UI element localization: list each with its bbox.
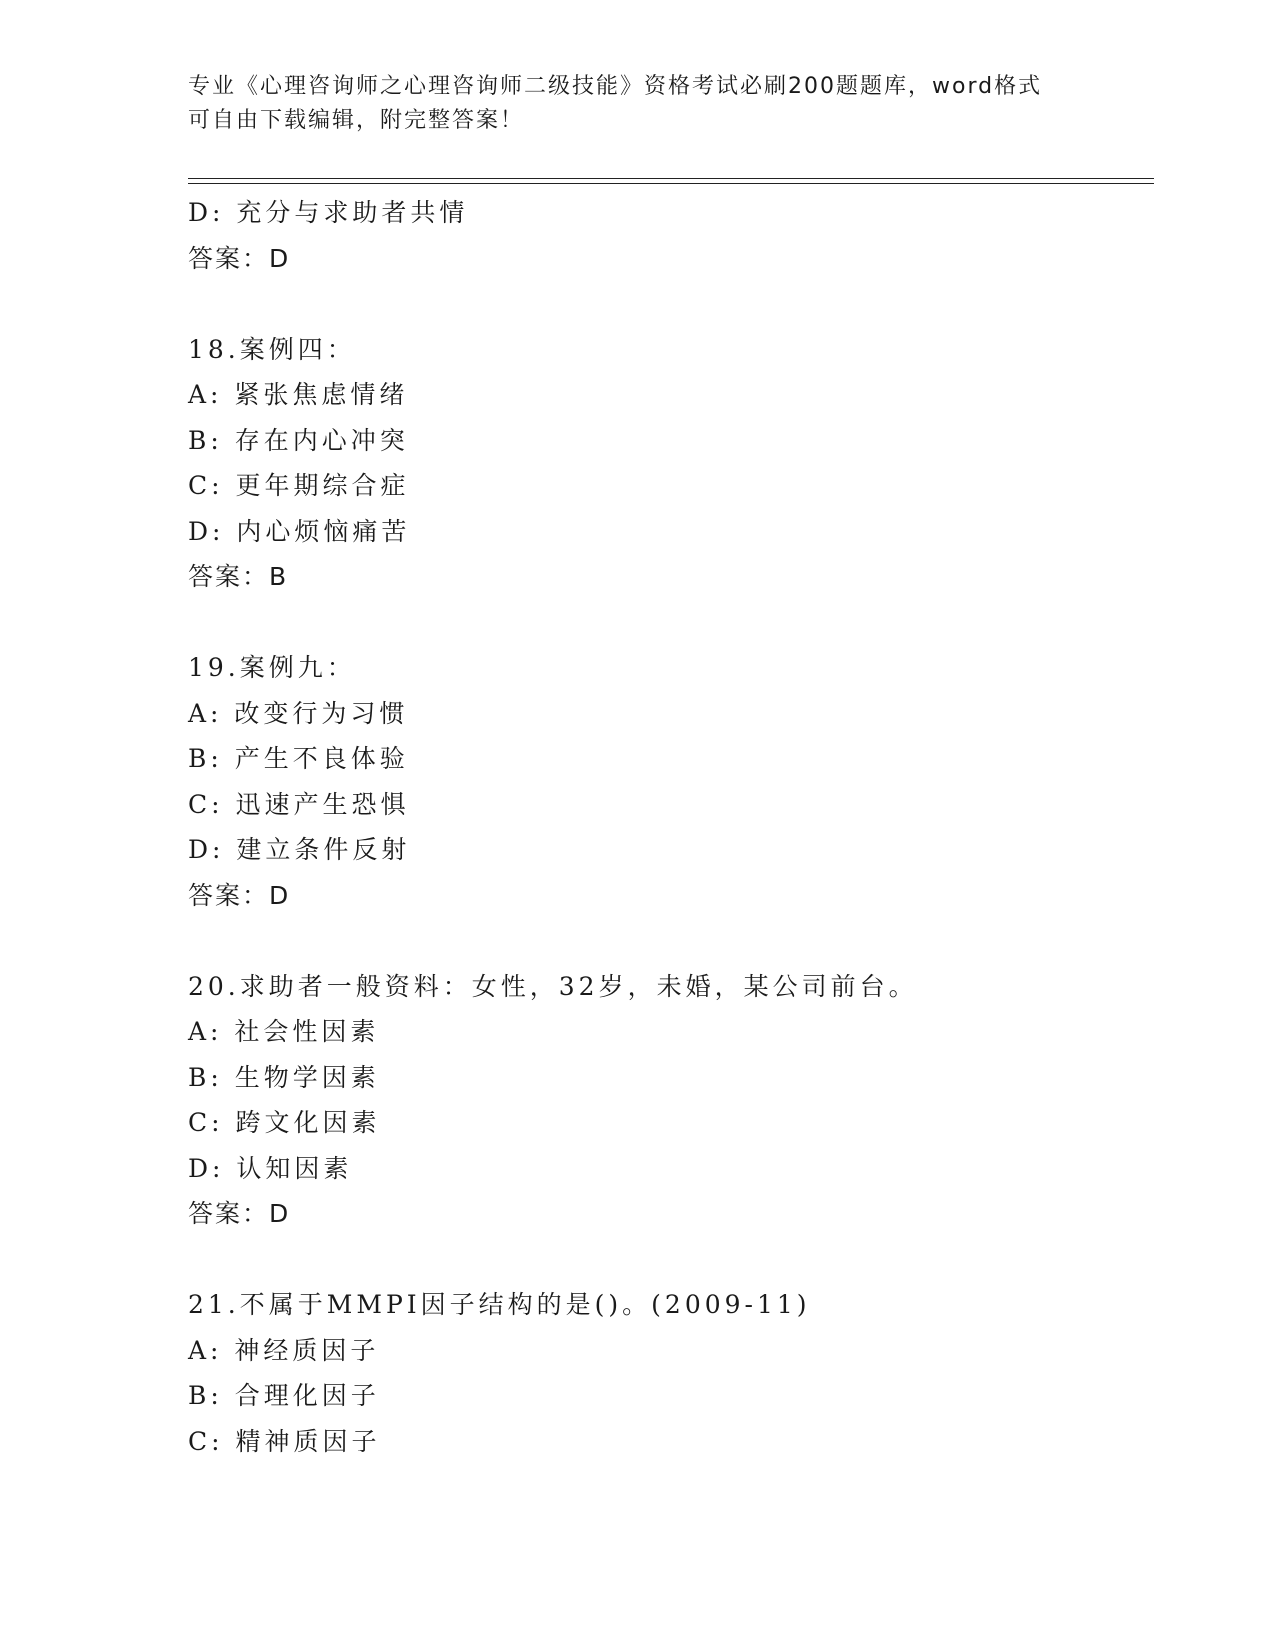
question-stem: 19.案例九：	[188, 653, 356, 682]
document-header	[188, 70, 1088, 138]
header-title-line1: 专业《心理咨询师之心理咨询师二级技能》资格考试必刷200题题库，word格式	[188, 74, 1043, 99]
question-stem: 18.案例四：	[188, 334, 356, 364]
question-20	[188, 964, 1154, 1237]
answer-line: 答案：B	[188, 562, 289, 591]
option-a: A: 社会性因素	[188, 1017, 380, 1046]
answer-line: 答案：D	[188, 243, 291, 273]
question-19	[188, 645, 1154, 918]
answer-line: 答案：D	[188, 880, 291, 910]
question-list	[188, 190, 1154, 1464]
option-c: C: 更年期综合症	[188, 471, 410, 500]
question-21	[188, 1282, 1154, 1464]
question-18	[188, 327, 1154, 600]
header-divider-bottom	[188, 183, 1154, 184]
option-a: A: 紧张焦虑情绪	[188, 380, 409, 409]
option-b: B: 生物学因素	[188, 1062, 380, 1092]
question-stem: 20.求助者一般资料：女性，32岁，未婚，某公司前台。	[188, 971, 918, 1001]
option-d: D: 充分与求助者共情	[188, 198, 469, 227]
option-c: C: 精神质因子	[188, 1426, 381, 1456]
option-a: A: 神经质因子	[188, 1335, 380, 1365]
option-b: B: 存在内心冲突	[188, 425, 409, 455]
option-b: B: 产生不良体验	[188, 744, 409, 773]
option-d: D: 认知因素	[188, 1153, 353, 1183]
header-title-line2: 可自由下载编辑，附完整答案！	[188, 108, 525, 133]
option-c: C: 跨文化因素	[188, 1108, 381, 1137]
option-d: D: 建立条件反射	[188, 835, 411, 864]
question-17-tail	[188, 190, 1154, 281]
option-a: A: 改变行为习惯	[188, 698, 409, 728]
header-divider-top	[188, 178, 1154, 179]
option-b: B: 合理化因子	[188, 1381, 380, 1410]
answer-line: 答案：D	[188, 1199, 291, 1228]
option-d: D: 内心烦恼痛苦	[188, 516, 411, 546]
question-stem: 21.不属于MMPI因子结构的是()。(2009-11)	[188, 1290, 811, 1319]
option-c: C: 迅速产生恐惧	[188, 789, 410, 819]
